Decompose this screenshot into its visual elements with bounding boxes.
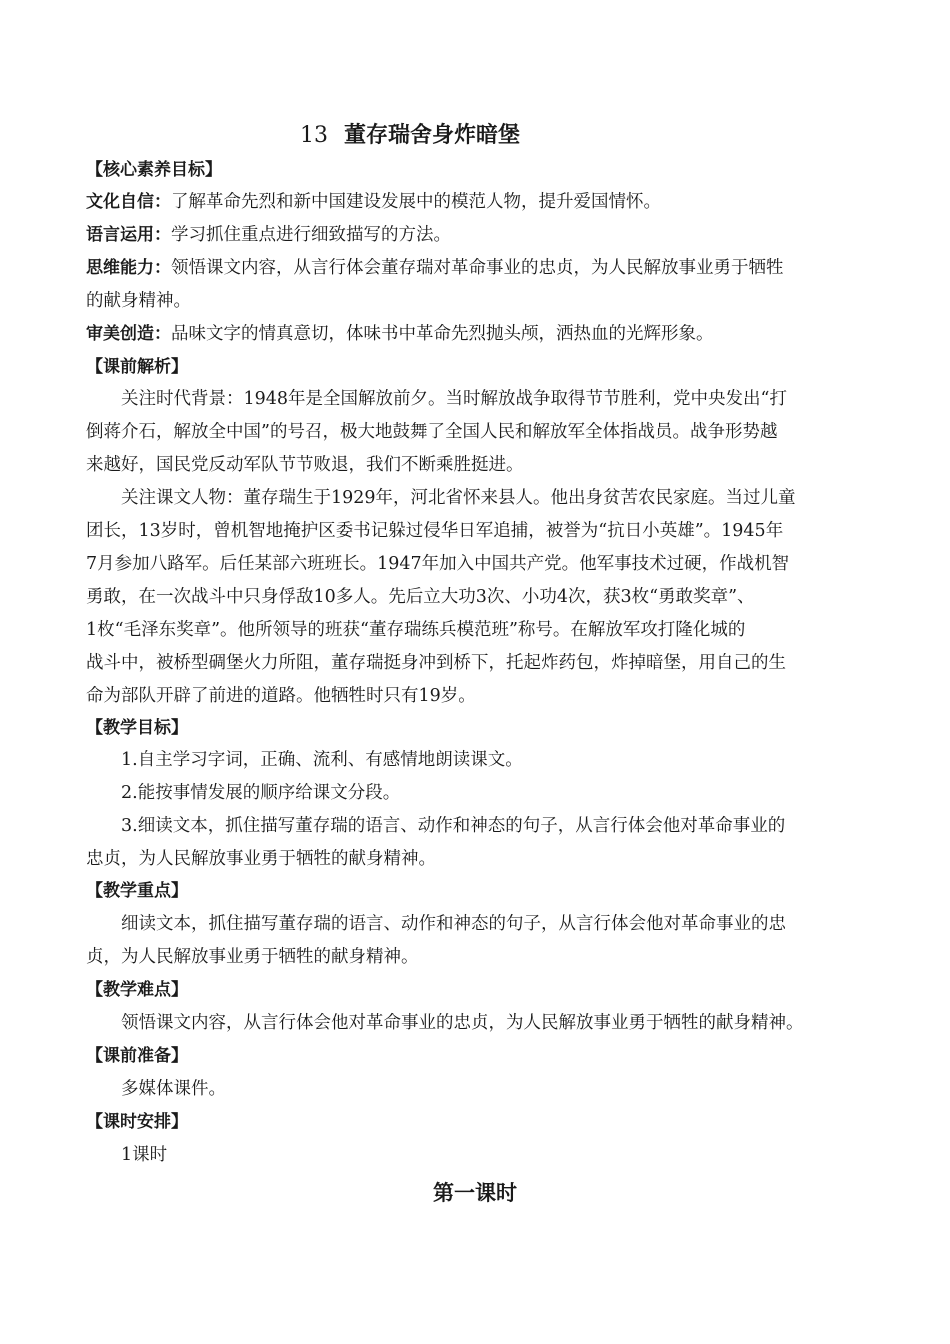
section-heading-pre-analysis: 【课前解析】 [86,357,188,377]
core-goal-thinking [86,256,866,280]
language-label: 语言运用： [86,225,171,245]
section-heading-preparation: 【课前准备】 [86,1046,188,1066]
difficulty-line: 领悟课文内容，从言行体会他对革命事业的忠贞，为人民解放事业勇于牺牲的献身精神。 [121,1013,804,1033]
person-line: 勇敢，在一次战斗中只身俘敌10多人。先后立大功3次、小功4次，获3枚“勇敢奖章”、 [86,587,755,607]
person-line: 战斗中，被桥型碉堡火力所阻，董存瑞挺身冲到桥下，托起炸药包，炸掉暗堡，用自己的生 [86,653,786,673]
language-text: 学习抓住重点进行细致描写的方法。 [171,225,451,245]
person-line: 团长，13岁时，曾机智地掩护区委书记躲过侵华日军追捕，被誉为“抗日小英雄”。1945年 [86,521,784,541]
lesson-number: 13 [299,123,328,148]
teaching-goal-item-cont: 忠贞，为人民解放事业勇于牺牲的献身精神。 [86,849,436,869]
section-heading-key-points: 【教学重点】 [86,881,188,901]
core-goal-thinking-cont: 的献身精神。 [86,291,191,311]
core-goal-culture [86,190,866,214]
preparation-line: 多媒体课件。 [121,1079,226,1099]
lesson-title [0,118,820,149]
section-heading-difficulties: 【教学难点】 [86,980,188,1000]
background-line: 倒蒋介石，解放全中国”的号召，极大地鼓舞了全国人民和解放军全体指战员。战争形势越 [86,422,778,442]
teaching-goal-item: 2.能按事情发展的顺序给课文分段。 [121,783,401,803]
section-heading-schedule: 【课时安排】 [86,1112,188,1132]
aesthetic-text: 品味文字的情真意切，体味书中革命先烈抛头颅，洒热血的光辉形象。 [171,324,714,344]
person-line: 1枚“毛泽东奖章”。他所领导的班获“董存瑞练兵模范班”称号。在解放军攻打隆化城的 [86,620,746,640]
thinking-text: 领悟课文内容，从言行体会董存瑞对革命事业的忠贞，为人民解放事业勇于牺牲 [171,258,784,278]
person-line: 7月参加八路军。后任某部六班班长。1947年加入中国共产党。他军事技术过硬，作战机智 [86,554,790,574]
section-heading-teaching-goals: 【教学目标】 [86,718,188,738]
key-point-line: 贞，为人民解放事业勇于牺牲的献身精神。 [86,947,419,967]
teaching-goal-item: 3.细读文本，抓住描写董存瑞的语言、动作和神态的句子，从言行体会他对革命事业的 [121,816,786,836]
culture-label: 文化自信： [86,192,171,212]
thinking-label: 思维能力： [86,258,171,278]
core-goal-aesthetic [86,322,866,346]
lesson-period-heading: 第一课时 [433,1181,517,1205]
background-line: 来越好，国民党反动军队节节败退，我们不断乘胜挺进。 [86,455,524,475]
core-goal-language [86,223,866,247]
section-heading-core-goals: 【核心素养目标】 [86,160,222,180]
culture-text: 了解革命先烈和新中国建设发展中的模范人物，提升爱国情怀。 [171,192,661,212]
person-line: 命为部队开辟了前进的道路。他牺牲时只有19岁。 [86,686,476,706]
teaching-goal-item: 1.自主学习字词，正确、流利、有感情地朗读课文。 [121,750,523,770]
schedule-line: 1课时 [121,1145,168,1165]
background-line: 关注时代背景：1948年是全国解放前夕。当时解放战争取得节节胜利，党中央发出“打 [121,389,787,409]
aesthetic-label: 审美创造： [86,324,171,344]
person-line: 关注课文人物：董存瑞生于1929年，河北省怀来县人。他出身贫苦农民家庭。当过儿童 [121,488,796,508]
key-point-line: 细读文本，抓住描写董存瑞的语言、动作和神态的句子，从言行体会他对革命事业的忠 [121,914,786,934]
lesson-title-text: 董存瑞舍身炸暗堡 [343,123,520,148]
